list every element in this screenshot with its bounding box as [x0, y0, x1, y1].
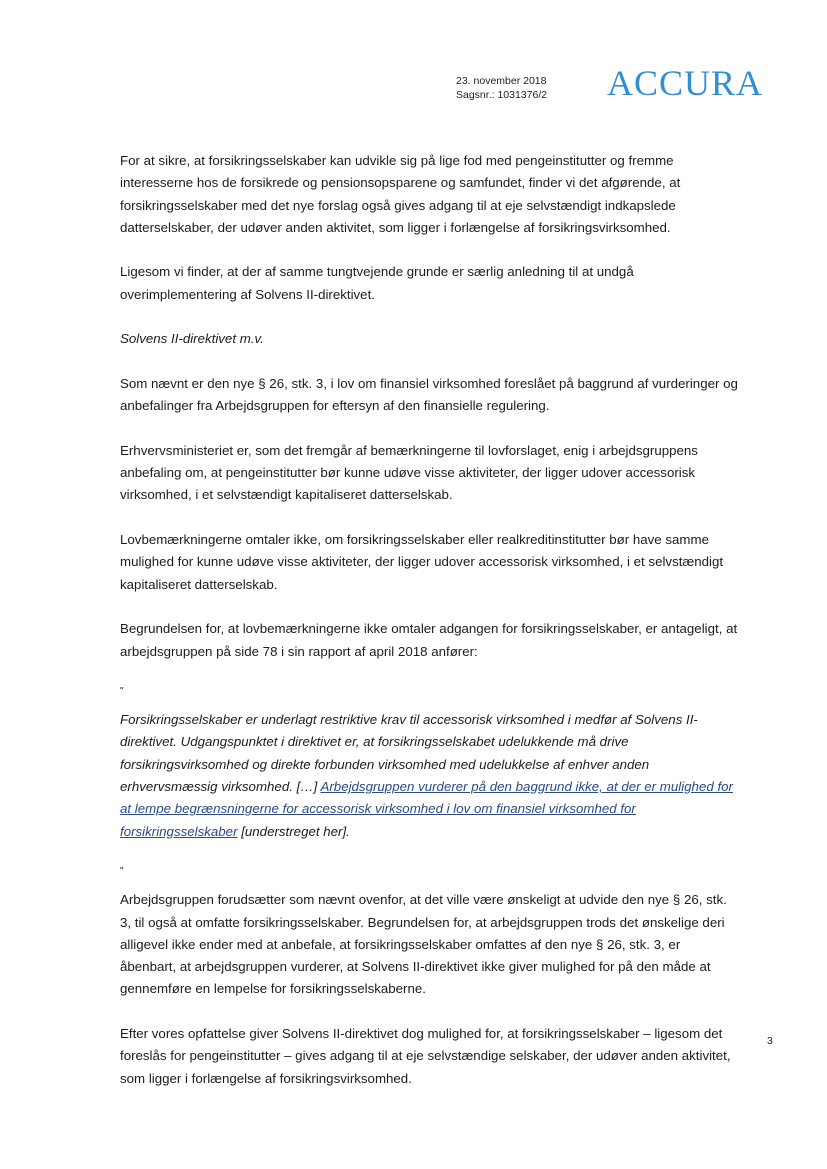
quote-suffix: [understreget her]. [237, 823, 350, 839]
letter-date: 23. november 2018 [456, 75, 547, 87]
paragraph: Efter vores opfattelse giver Solvens II-direktivet dog mulighed for, at forsikringsselskaber – ligesom det foreslås for pengeinstitutter – gives adgang til at eje selvstændige selskaber, der udøver anden aktivitet, som ligger i forlængelse af forsikringsvirksomhed. [120, 1025, 731, 1086]
section-heading: Solvens II-direktivet m.v. [120, 331, 264, 347]
case-number: Sagsnr.: 1031376/2 [456, 89, 548, 101]
quote-underlined-text: Arbejdsgruppen vurderer på den baggrund ikke, at der er mulighed for at lempe begrænsningerne for accessorisk virksomhed i lov om finansiel virksomhed for forsikringsselskaber [120, 779, 733, 839]
accura-logo: ACCURA [607, 63, 764, 103]
paragraph: Ligesom vi finder, at der af samme tungtvejende grunde er særlig anledning til at undgå overimplementering af Solvens II-direktivet. [120, 264, 634, 302]
paragraph: Begrundelsen for, at lovbemærkningerne ikke omtaler adgangen for forsikringsselskaber, er antageligt, at arbejdsgruppen på side 78 i sin rapport af april 2018 anfører: [120, 621, 738, 659]
quote-close-mark: " [120, 866, 124, 878]
paragraph: Lovbemærkningerne omtaler ikke, om forsikringsselskaber eller realkreditinstitutter bør have samme mulighed for kunne udøve visse aktiviteter, der ligger udover accessorisk virksomhed, i et selvstændigt kapitaliseret datterselskab. [120, 532, 724, 592]
paragraph: Som nævnt er den nye § 26, stk. 3, i lov om finansiel virksomhed foreslået på baggrund af vurderinger og anbefalinger fra Arbejdsgruppen for eftersyn af den finansielle regulering. [120, 375, 738, 414]
header-meta [456, 74, 547, 102]
paragraph: For at sikre, at forsikringsselskaber kan udvikle sig på lige fod med pengeinstitutter og fremme interesserne hos de forsikrede og pensionsopsparene og samfundet, finder vi det afgørende, at forsikringsselskaber med det nye forslag også gives adgang til at eje selvstændigt indkapslede datterselskaber, der udøver anden aktivitet, som ligger i forlængelse af forsikringsvirksomhed. [120, 153, 681, 235]
quote-text: Forsikringsselskaber er underlagt restriktive krav til accessorisk virksomhed i medfør af Solvens II-direktivet. Udgangspunktet i direktivet er, at forsikringsselskabet udelukkende må drive forsikringsvirksomhed og direkte forbunden virksomhed med udelukkelse af enhver anden erhvervsmæssig virksomhed. […] [120, 712, 698, 795]
letter-body [120, 150, 740, 1112]
paragraph: Erhvervsministeriet er, som det fremgår af bemærkningerne til lovforslaget, enig i arbejdsgruppens anbefaling om, at pengeinstitutter bør kunne udøve visse aktiviteter, der ligger udover accessorisk virksomhed, i et selvstændigt kapitaliseret datterselskab. [120, 442, 698, 503]
paragraph: Arbejdsgruppen forudsætter som nævnt ovenfor, at det ville være ønskeligt at udvide den nye § 26, stk. 3, til også at omfatte forsikringsselskaber. Begrundelsen for, at arbejdsgruppen trods det ønskelige deri alligevel ikke ender med at anbefale, at forsikringsselskaber omfattes af den nye § 26, stk. 3, er åbenbart, at arbejdsgruppen vurderer, at Solvens II-direktivet ikke giver mulighed for på den måde at gennemføre en lempelse for forsikringsselskaberne. [120, 892, 727, 997]
page-number: 3 [767, 1035, 773, 1047]
quote-open-mark: " [120, 686, 124, 698]
block-quote [120, 709, 740, 843]
